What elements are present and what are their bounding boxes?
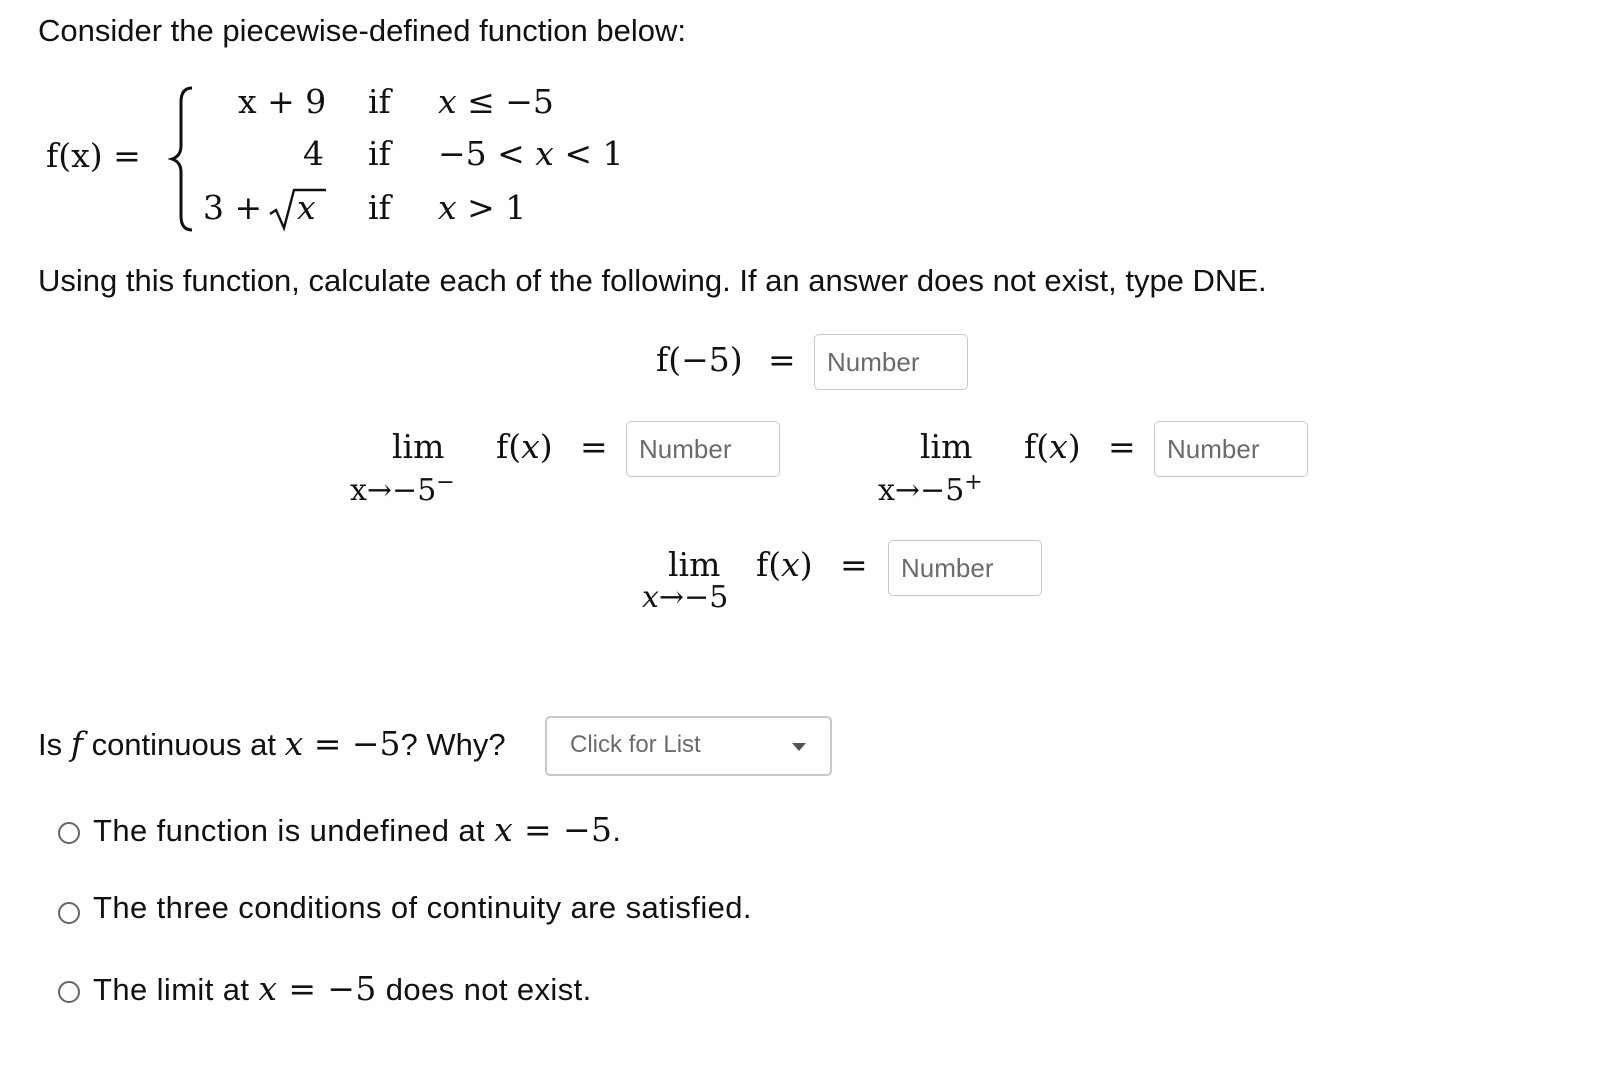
left-limit-sub	[350, 470, 455, 508]
right-limit-input[interactable]	[1154, 421, 1308, 477]
intro-text: Consider the piecewise-defined function below:	[38, 13, 686, 48]
limit-lim: lim	[668, 545, 721, 584]
left-limit-sub-text: x→−5	[350, 473, 437, 508]
left-limit-sup: −	[436, 470, 455, 495]
f-at-lhs: f(−5)	[656, 340, 743, 379]
left-brace-icon	[168, 84, 198, 234]
left-limit-equals: =	[580, 427, 608, 466]
limit-input[interactable]	[888, 540, 1042, 596]
continuity-question: Is f continuous at x = −5? Why?	[38, 724, 506, 763]
case-2-expr: 4	[303, 134, 324, 173]
limit-equals: =	[840, 545, 868, 584]
right-limit-lim: lim	[920, 427, 973, 466]
right-limit-equals: =	[1108, 427, 1136, 466]
radio-button[interactable]	[58, 981, 80, 1003]
right-limit-sup: +	[964, 470, 983, 495]
instructions-text: Using this function, calculate each of the following. If an answer does not exist, type DNE.	[38, 263, 1267, 298]
left-limit-fx: f(x)	[496, 427, 553, 466]
right-limit-sub	[878, 470, 983, 508]
function-lhs	[46, 136, 141, 175]
option-text: The limit at x = −5 does not exist.	[93, 969, 592, 1008]
continuity-dropdown[interactable]	[545, 716, 832, 776]
case-3-expr	[203, 188, 262, 227]
radio-button[interactable]	[58, 902, 80, 924]
f-at-equals: =	[768, 340, 796, 379]
case-2-if: if	[368, 134, 391, 173]
f-at-input[interactable]	[814, 334, 968, 390]
left-limit-lim: lim	[392, 427, 445, 466]
limit-fx: f(x)	[756, 545, 813, 584]
right-limit-sub-text: x→−5	[878, 473, 965, 508]
case-3-if: if	[368, 188, 391, 227]
left-limit-input[interactable]	[626, 421, 780, 477]
case-2-cond: −5 < x < 1	[438, 134, 624, 173]
right-limit-fx: f(x)	[1024, 427, 1081, 466]
case-1-if: if	[368, 82, 391, 121]
option-text: The function is undefined at x = −5.	[93, 810, 622, 849]
function-lhs-text: f(x) =	[46, 136, 141, 175]
case-1-expr: x + 9	[238, 82, 327, 121]
case-3-expr-prefix: 3 +	[203, 188, 263, 227]
radio-button[interactable]	[58, 822, 80, 844]
case-1-cond: x ≤ −5	[438, 82, 554, 121]
limit-sub: x→−5	[642, 580, 729, 615]
option-text: The three conditions of continuity are satisfied.	[93, 890, 752, 925]
chevron-down-icon	[792, 743, 806, 751]
dropdown-label: Click for List	[570, 731, 701, 758]
case-3-radicand: x	[297, 188, 316, 227]
case-3-cond: x > 1	[438, 188, 527, 227]
